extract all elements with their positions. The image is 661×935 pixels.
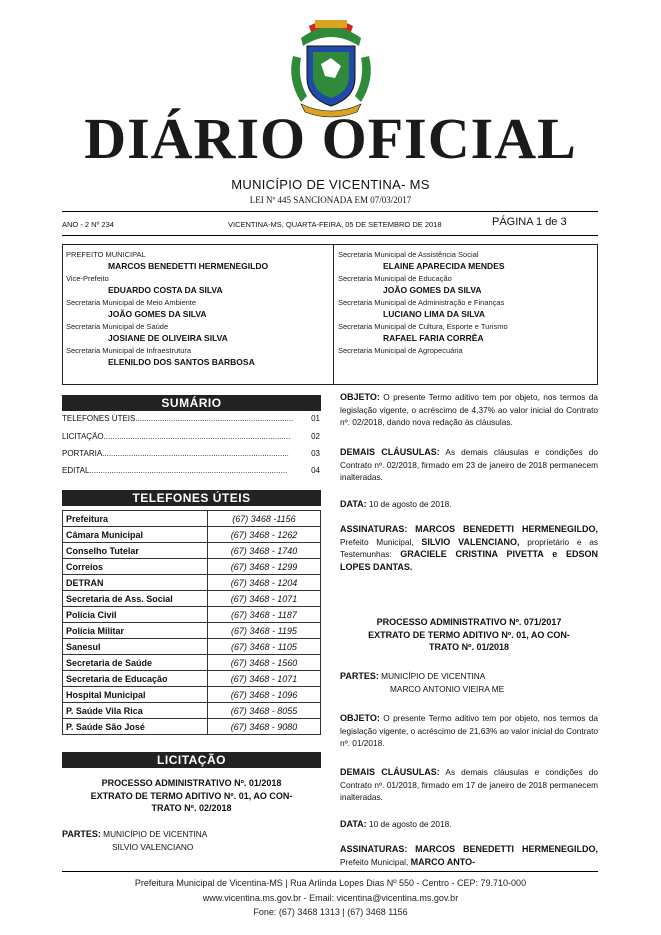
footer-web: www.vicentina.ms.gov.br - Email: vicentina@vicentina.ms.gov.br <box>202 893 459 903</box>
objeto-text: O presente Termo aditivo tem por objeto, nos termos da legislação vigente, o acréscimo de 4,37% ao valor inicial do Contrato nº. 02/2018, dando nova redação às cláusulas. <box>340 392 598 427</box>
officer-role: Secretaria Municipal de Saúde <box>66 322 169 331</box>
phone-entity: Hospital Municipal <box>63 687 208 703</box>
data-label: DATA: <box>340 819 367 829</box>
phone-number[interactable]: (67) 3468 - 1071 <box>208 591 321 607</box>
assinaturas-paragraph <box>340 523 598 573</box>
phone-entity: Secretaria de Saúde <box>63 655 208 671</box>
partes-label: PARTES: <box>340 671 379 681</box>
phone-row <box>63 655 321 671</box>
phone-entity: P. Saúde Vila Rica <box>63 703 208 719</box>
extract-title-cont: TRATO Nº. 01/2018 <box>429 642 509 652</box>
assinaturas-label: ASSINATURAS: <box>340 524 408 534</box>
demais-clausulas-paragraph-2 <box>340 766 598 804</box>
assinaturas-paragraph-2 <box>340 843 598 869</box>
phone-table <box>62 510 321 735</box>
officer-name: LUCIANO LIMA DA SILVA <box>383 309 485 319</box>
leader-dots: .................................................................................... <box>102 449 289 458</box>
partes-value: MARCO ANTONIO VIEIRA ME <box>390 683 505 694</box>
phone-entity: Prefeitura <box>63 511 208 527</box>
sumario-item[interactable] <box>62 432 320 441</box>
signatory-role: Prefeito Municipal, <box>340 856 409 867</box>
sumario-item-page: 03 <box>311 449 320 458</box>
phone-entity: Secretaria de Ass. Social <box>63 591 208 607</box>
process-2-heading <box>340 616 598 654</box>
footer-phone: Fone: (67) 3468 1313 | (67) 3468 1156 <box>253 907 408 917</box>
phone-row <box>63 591 321 607</box>
phone-number[interactable]: (67) 3468 - 1187 <box>208 607 321 623</box>
footer-address: Prefeitura Municipal de Vicentina-MS | Rua Arlinda Lopes Dias Nº 550 - Centro - CEP: 79.710-000 <box>134 878 527 888</box>
phone-number[interactable]: (67) 3468 - 1096 <box>208 687 321 703</box>
partes-value: SILVIO VALENCIANO <box>112 841 194 852</box>
extract-title: EXTRATO DE TERMO ADITIVO Nº. 01, AO CON- <box>368 629 570 640</box>
officer-role: Secretaria Municipal de Infraestrutura <box>66 346 192 355</box>
phone-number[interactable]: (67) 3468 - 1299 <box>208 559 321 575</box>
signatory-name: MARCOS BENEDETTI HERMENEGILDO, <box>415 524 598 534</box>
process-title: PROCESSO ADMINISTRATIVO Nº. 071/2017 <box>376 617 562 627</box>
officer-role: Secretaria Municipal de Cultura, Esporte e Turismo <box>338 322 508 331</box>
phone-row <box>63 671 321 687</box>
officer-name: RAFAEL FARIA CORRÊA <box>383 333 484 343</box>
officer-name: ELAINE APARECIDA MENDES <box>383 261 505 271</box>
leader-dots: ....................................................................... <box>135 414 294 423</box>
sumario-item-page: 04 <box>311 466 320 475</box>
partes-block-2 <box>340 670 598 695</box>
partes-value: MUNICÍPIO DE VICENTINA <box>381 671 486 681</box>
sumario-item-page: 02 <box>311 432 320 441</box>
demais-clausulas-text: As demais cláusulas e condições do Contrato nº. 01/2018, firmado em 17 de janeiro de 2018 permanecem inalteradas. <box>340 767 599 802</box>
officers-right-column <box>338 249 596 356</box>
phone-row <box>63 719 321 735</box>
phone-row <box>63 687 321 703</box>
page-indicator: PÁGINA 1 de 3 <box>492 216 567 228</box>
officer-role: Secretaria Municipal de Administração e Finanças <box>338 298 505 307</box>
officers-box <box>62 244 598 385</box>
footer-rule <box>62 871 598 872</box>
phone-row <box>63 607 321 623</box>
officer-name: JOÃO GOMES DA SILVA <box>108 309 207 319</box>
demais-clausulas-label: DEMAIS CLÁUSULAS: <box>340 447 440 457</box>
header-rule-top <box>62 211 598 212</box>
phone-entity: Câmara Municipal <box>63 527 208 543</box>
phone-entity: DETRAN <box>63 575 208 591</box>
issue-number: ANO - 2 Nº 234 <box>62 220 114 229</box>
data-text: 10 de agosto de 2018. <box>368 819 452 829</box>
officer-name: JOSIANE DE OLIVEIRA SILVA <box>108 333 228 343</box>
phone-row <box>63 543 321 559</box>
demais-clausulas-label: DEMAIS CLÁUSULAS: <box>340 767 440 777</box>
phone-entity: Polícia Militar <box>63 623 208 639</box>
demais-clausulas-paragraph <box>340 446 598 484</box>
phone-row <box>63 623 321 639</box>
objeto-label: OBJETO: <box>340 713 380 723</box>
demais-clausulas-text: As demais cláusulas e condições do Contrato nº. 02/2018, firmado em 23 de janeiro de 2018 permanecem inalteradas. <box>340 447 599 482</box>
data-paragraph-2 <box>340 818 598 831</box>
phone-number[interactable]: (67) 3468 - 9080 <box>208 719 321 735</box>
officers-left-column <box>66 249 328 369</box>
officers-divider <box>333 245 334 384</box>
phone-number[interactable]: (67) 3468 - 1071 <box>208 671 321 687</box>
phone-row <box>63 511 321 527</box>
phone-entity: Sanesul <box>63 639 208 655</box>
leader-dots: .................................................................................... <box>103 432 291 441</box>
masthead-title: DIÁRIO OFICIAL <box>84 106 577 171</box>
law-reference: LEI Nº 445 SANCIONADA EM 07/03/2017 <box>249 195 412 205</box>
phone-row <box>63 639 321 655</box>
phone-number[interactable]: (67) 3468 - 1560 <box>208 655 321 671</box>
partes-block <box>62 828 321 853</box>
objeto-text: O presente Termo aditivo tem por objeto, nos termos da legislação vigente, o acréscimo de 21,63% ao valor inicial do Contrato nº. 01/2018. <box>340 713 598 748</box>
officer-role: Secretaria Municipal de Assistência Social <box>338 250 479 259</box>
phone-number[interactable]: (67) 3468 - 1105 <box>208 639 321 655</box>
phone-row <box>63 703 321 719</box>
municipality-name: MUNICÍPIO DE VICENTINA- MS <box>231 177 430 192</box>
sumario-item-label: LICITAÇÃO <box>62 432 104 441</box>
objeto-label: OBJETO: <box>340 392 380 402</box>
header-rule-bottom <box>62 235 598 236</box>
phone-number[interactable]: (67) 3468 - 8055 <box>208 703 321 719</box>
partes-value: MUNICÍPIO DE VICENTINA <box>103 829 208 839</box>
phone-number[interactable]: (67) 3468 - 1262 <box>208 527 321 543</box>
phone-number[interactable]: (67) 3468 - 1204 <box>208 575 321 591</box>
phone-number[interactable]: (67) 3468 - 1740 <box>208 543 321 559</box>
extract-title-cont: TRATO Nº. 02/2018 <box>151 803 232 813</box>
phone-entity: Polícia Civil <box>63 607 208 623</box>
assinaturas-label: ASSINATURAS: <box>340 844 408 854</box>
licitacao-heading <box>62 777 321 815</box>
officer-role: Secretaria Municipal de Educação <box>338 274 452 283</box>
witnesses-names: GRACIELE CRISTINA PIVETTA e EDSON LOPES DANTAS. <box>340 549 598 572</box>
sumario-item-page: 01 <box>311 414 320 423</box>
sumario-item[interactable] <box>62 449 320 458</box>
objeto-paragraph-2 <box>340 712 598 750</box>
phone-number[interactable]: (67) 3468 - 1195 <box>208 623 321 639</box>
officer-name: EDUARDO COSTA DA SILVA <box>108 285 223 295</box>
phone-row <box>63 575 321 591</box>
officer-name: MARCOS BENEDETTI HERMENEGILDO <box>108 261 269 271</box>
signatory-name: MARCOS BENEDETTI HERMENEGILDO, <box>415 844 598 854</box>
objeto-paragraph <box>340 391 598 429</box>
phone-entity: P. Saúde São José <box>63 719 208 735</box>
phone-row <box>63 527 321 543</box>
licitacao-header: LICITAÇÃO <box>62 752 321 768</box>
phone-number[interactable]: (67) 3468 -1156 <box>208 511 321 527</box>
phone-row <box>63 559 321 575</box>
signatory-role: proprietário e as Testemunhas: <box>340 536 598 559</box>
sumario-item-label: TELEFONES ÚTEIS <box>62 414 136 423</box>
coat-of-arms-icon <box>287 16 375 120</box>
partes-label: PARTES: <box>62 829 101 839</box>
phone-entity: Conselho Tutelar <box>63 543 208 559</box>
signatory-name: MARCO ANTO- <box>410 856 476 867</box>
sumario-item[interactable] <box>62 466 320 475</box>
sumario-item-label: PORTARIA <box>62 449 103 458</box>
officer-role: Vice-Prefeito <box>66 274 109 283</box>
officer-name: JOÃO GOMES DA SILVA <box>383 285 482 295</box>
process-title: PROCESSO ADMINISTRATIVO Nº. 01/2018 <box>101 778 282 788</box>
extract-title: EXTRATO DE TERMO ADITIVO Nº. 01, AO CON- <box>90 790 293 801</box>
signatory-name: SILVIO VALENCIANO, <box>421 536 520 547</box>
officer-role: PREFEITO MUNICIPAL <box>66 250 146 259</box>
sumario-item[interactable] <box>62 414 320 423</box>
officer-role: Secretaria Municipal de Meio Ambiente <box>66 298 197 307</box>
signatory-role: Prefeito Municipal, <box>340 536 414 547</box>
phone-entity: Secretaria de Educação <box>63 671 208 687</box>
sumario-item-label: EDITAL <box>62 466 90 475</box>
telefones-header: TELEFONES ÚTEIS <box>62 490 321 506</box>
leader-dots: ......................................................................................... <box>89 466 288 475</box>
phone-entity: Correios <box>63 559 208 575</box>
date-line: VICENTINA-MS, QUARTA-FEIRA, 05 DE SETEMBRO DE 2018 <box>228 220 442 229</box>
officer-role: Secretaria Municipal de Agropecuária <box>338 346 463 355</box>
data-text: 10 de agosto de 2018. <box>368 499 452 509</box>
sumario-header: SUMÁRIO <box>62 395 321 411</box>
officer-name: ELENILDO DOS SANTOS BARBOSA <box>108 357 255 367</box>
data-paragraph <box>340 498 598 511</box>
data-label: DATA: <box>340 499 367 509</box>
